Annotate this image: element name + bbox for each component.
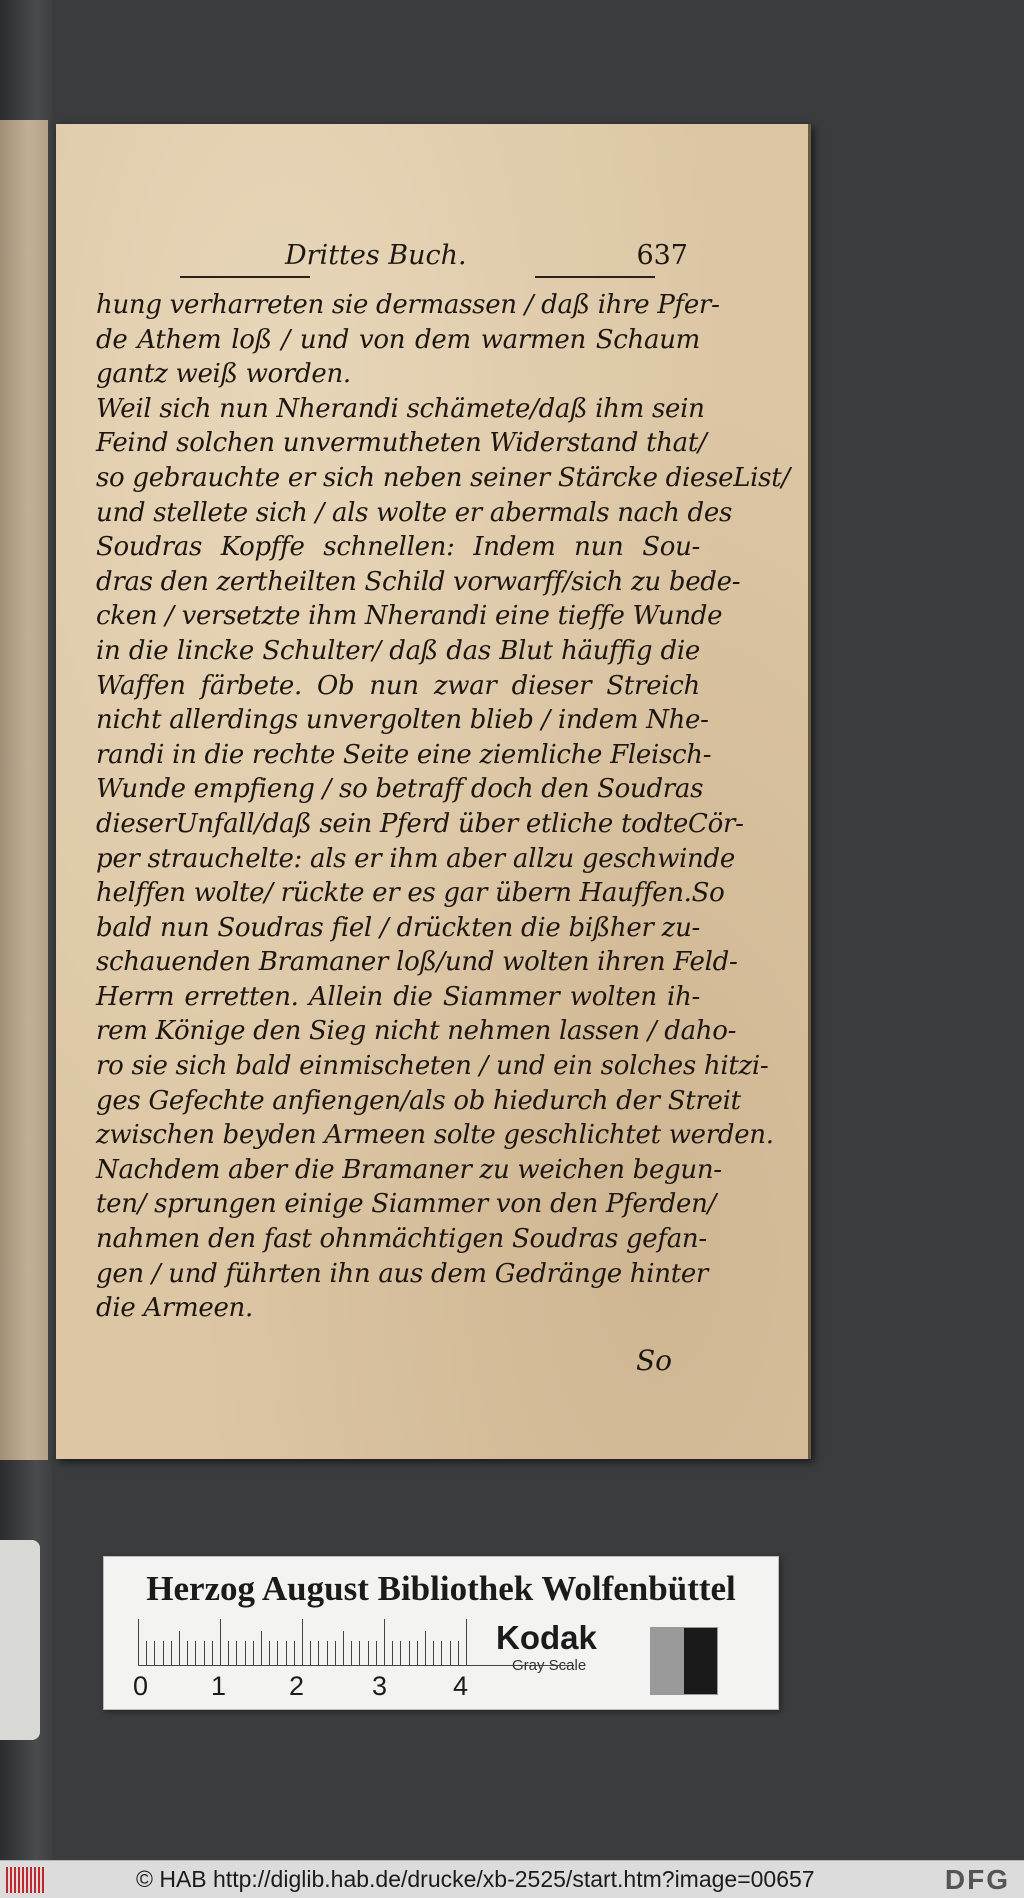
ruler-tick [318,1641,319,1665]
ruler-tick [146,1641,147,1665]
catchword: So [636,1344,673,1377]
ruler-tick [359,1641,360,1665]
text-line: Wunde empfieng / so betraff doch den Soudras [96,774,704,805]
ruler-tick [425,1631,426,1665]
text-line: und stellete sich / als wolte er abermals nach des [96,497,733,528]
text-line: helffen wolte/ rückte er es gar übern Hauffen.So [96,878,725,909]
ruler-tick [195,1641,196,1665]
ruler-tick [392,1641,393,1665]
ruler-tick [286,1641,287,1665]
scale-number: 3 [372,1671,388,1701]
ruler-tick [343,1631,344,1665]
ruler-tick [220,1619,221,1665]
ruler-tick [228,1641,229,1665]
text-line: die Armeen. [96,1293,253,1324]
ruler-tick [458,1641,459,1665]
ruler-tick [433,1641,434,1665]
ruler-tick [368,1641,369,1665]
ruler-tick [466,1619,467,1665]
ruler-tick [236,1641,237,1665]
ruler-tick [277,1641,278,1665]
text-line: dieserUnfall/daß sein Pferd über etliche todteCör- [96,808,744,839]
ruler-tick [269,1641,270,1665]
text-line: so gebrauchte er sich neben seiner Stärcke dieseList/ [96,462,790,493]
text-line: ro sie sich bald einmischeten / und ein solches hitzi- [96,1051,769,1082]
color-calibration-card [103,1556,779,1710]
gray-swatches [650,1627,718,1695]
text-line: randi in die rechte Seite eine ziemliche Fleisch- [96,739,712,770]
library-name: Herzog August Bibliothek Wolfenbüttel [146,1569,736,1608]
ruler-tick [400,1641,401,1665]
text-line: bald nun Soudras fiel / drückten die bißher zu- [96,912,700,943]
facing-page-edge [0,120,48,1460]
ruler-tick [253,1641,254,1665]
text-line: ges Gefechte anfiengen/als ob hiedurch der Streit [96,1085,741,1116]
ruler-baseline [138,1665,574,1666]
head-rule-right [535,276,655,278]
text-line: nicht allerdings unvergolten blieb / indem Nhe- [96,705,709,736]
ruler-tick [310,1641,311,1665]
ruler-tick [261,1631,262,1665]
scale-number: 2 [289,1671,305,1701]
ruler-tick [163,1641,164,1665]
ruler-tick [450,1641,451,1665]
gray-swatch-light [651,1628,684,1694]
text-line: Weil sich nun Nherandi schämete/daß ihm sein [96,393,705,424]
gray-scale-label: Gray Scale [512,1657,587,1674]
head-rule-left [180,276,310,278]
ruler-numbers [104,1671,574,1705]
text-line: dras den zertheilten Schild vorwarff/sich zu bede- [96,566,741,597]
text-line: schauenden Bramaner loß/und wolten ihren Feld- [96,947,738,978]
ruler-tick [187,1641,188,1665]
text-line: rem Könige den Sieg nicht nehmen lassen / daho- [96,1016,737,1047]
copyright-url[interactable]: © HAB http://diglib.hab.de/drucke/xb-2525/start.htm?image=00657 [136,1866,815,1892]
ruler-tick [204,1641,205,1665]
barcode-icon [6,1867,46,1893]
ruler-tick [302,1619,303,1665]
ruler-tick [179,1631,180,1665]
body-text [96,288,790,1326]
text-line: gantz weiß worden. [96,359,351,390]
ruler-tick [335,1641,336,1665]
text-line: Feind solchen unvermutheten Widerstand that/ [96,428,707,459]
scale-number: 4 [453,1671,469,1701]
ruler-tick [171,1641,172,1665]
text-line: hung verharreten sie dermassen / daß ihre Pfer- [96,290,720,320]
facing-card-edge [0,1540,40,1740]
text-line: Nachdem aber die Bramaner zu weichen begun- [96,1154,722,1185]
ruler-tick [417,1641,418,1665]
text-line: Soudras Kopffe schnellen: Indem nun Sou- [96,532,700,563]
text-line: Waffen färbete. Ob nun zwar dieser Streich [96,670,700,701]
running-head [100,236,696,282]
ruler-tick [138,1619,139,1665]
scale-number: 1 [211,1671,227,1701]
text-line: per strauchelte: als er ihm aber allzu geschwinde [96,843,735,874]
ruler-tick [154,1641,155,1665]
text-line: cken / versetzte ihm Nherandi eine tieffe Wunde [96,601,723,632]
footer-bar [0,1860,1024,1898]
ruler-tick [351,1641,352,1665]
ruler-tick [212,1641,213,1665]
text-line: Herrn erretten. Allein die Siammer wolten ih- [96,981,700,1012]
ruler-tick [327,1641,328,1665]
text-line: de Athem loß / und von dem warmen Schaum [96,324,700,355]
page-number: 637 [636,240,688,271]
text-line: nahmen den fast ohnmächtigen Soudras gefan- [96,1224,707,1255]
gray-swatch-dark [684,1628,717,1694]
text-line: in die lincke Schulter/ daß das Blut häuffig die [96,635,700,666]
text-line: gen / und führten ihn aus dem Gedränge hinter [96,1258,709,1289]
ruler-tick [409,1641,410,1665]
ruler-tick [245,1641,246,1665]
ruler-tick [441,1641,442,1665]
dfg-logo: DFG [944,1864,1010,1895]
ruler-tick [384,1619,385,1665]
ruler-tick [376,1641,377,1665]
ruler-tick [294,1641,295,1665]
kodak-logo: Kodak [496,1619,597,1656]
text-line: ten/ sprungen einige Siammer von den Pferden/ [96,1189,716,1220]
scale-number: 0 [133,1671,149,1701]
text-line: zwischen beyden Armeen solte geschlichtet werden. [96,1120,774,1151]
running-head-title: Drittes Buch. [285,240,467,271]
